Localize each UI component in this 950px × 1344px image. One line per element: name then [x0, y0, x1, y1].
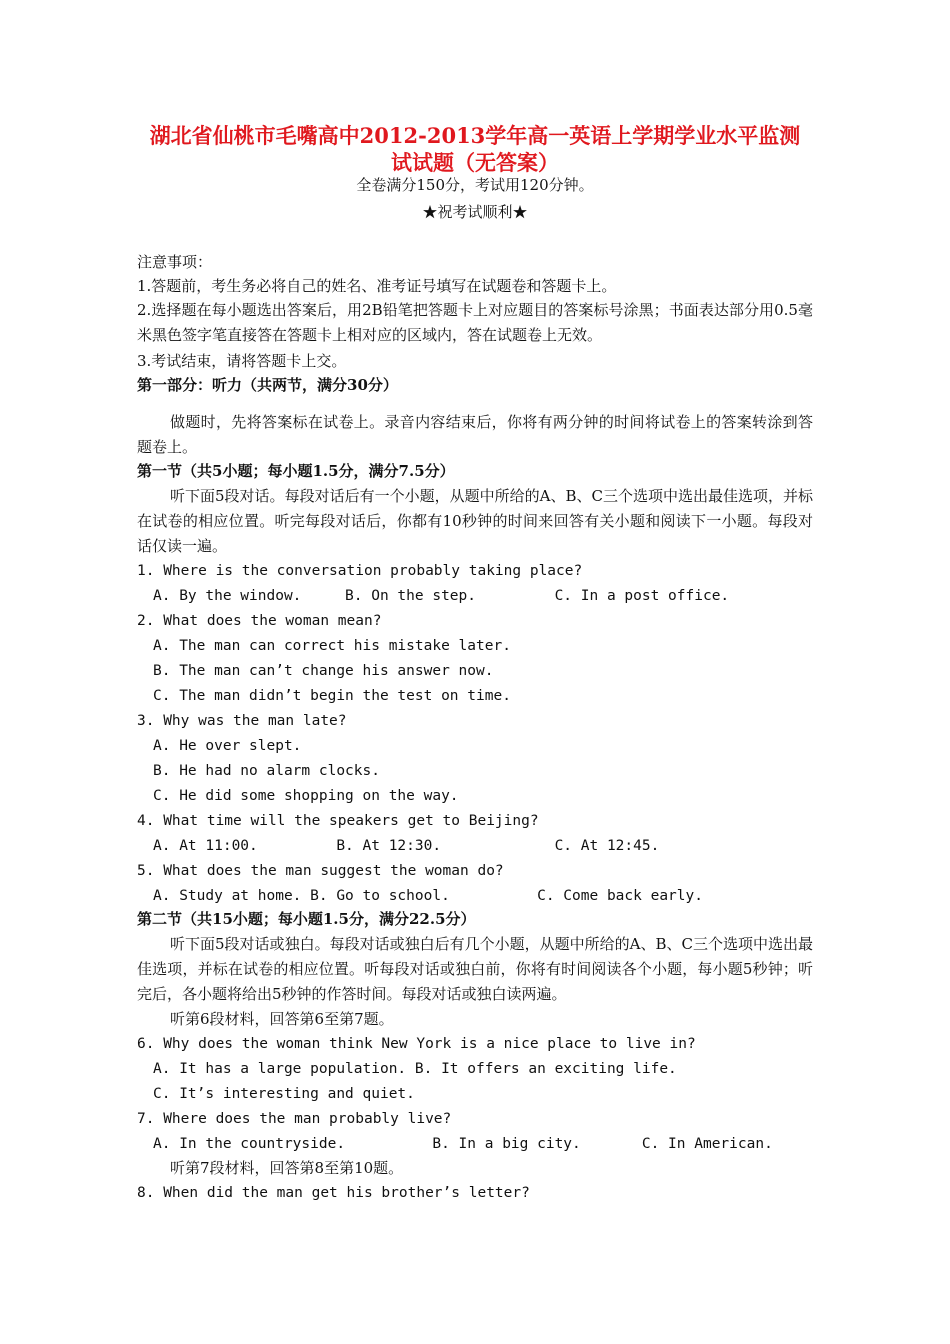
question-2-option-b: B. The man can’t change his answer now.: [153, 663, 494, 679]
question-4-options: A. At 11:00. B. At 12:30. C. At 12:45.: [153, 838, 660, 854]
note-item-2: 2.选择题在每小题选出答案后，用2B铅笔把答题卡上对应题目的答案标号涂黑；书面表达部分用0.5毫米黑色签字笔直接答在答题卡上相对应的区域内，答在试题卷上无效。: [137, 301, 813, 344]
section1-heading: 第一节（共5小题；每小题1.5分，满分7.5分）: [137, 462, 455, 480]
question-5: 5. What does the man suggest the woman do?: [137, 863, 504, 879]
note-item-3: 3.考试结束，请将答题卡上交。: [137, 352, 347, 370]
question-3: 3. Why was the man late?: [137, 713, 347, 729]
notes-heading: 注意事项：: [137, 253, 213, 271]
question-7: 7. Where does the man probably live?: [137, 1111, 452, 1127]
question-6-options-ab: A. It has a large population. B. It offers an exciting life.: [153, 1061, 677, 1077]
exam-subtitle: 全卷满分150分，考试用120分钟。: [356, 176, 594, 194]
question-3-option-c: C. He did some shopping on the way.: [153, 788, 459, 804]
question-4: 4. What time will the speakers get to Beijing?: [137, 813, 539, 829]
question-3-option-b: B. He had no alarm clocks.: [153, 763, 380, 779]
question-5-options: A. Study at home. B. Go to school. C. Come back early.: [153, 888, 703, 904]
question-7-options: A. In the countryside. B. In a big city. C. In American.: [153, 1136, 773, 1152]
question-6-option-c: C. It’s interesting and quiet.: [153, 1086, 415, 1102]
note-item-1: 1.答题前，考生务必将自己的姓名、准考证号填写在试题卷和答题卡上。: [137, 277, 617, 295]
section2-instructions: 听下面5段对话或独白。每段对话或独白后有几个小题，从题中所给的A、B、C三个选项中选出最佳选项，并标在试卷的相应位置。听每段对话或独白前，你将有时间阅读各个小题，每小题5秒钟；听完后，各小题将给出5秒钟的作答时间。每段对话或独白读两遍。: [137, 935, 813, 1003]
question-1: 1. Where is the conversation probably taking place?: [137, 563, 583, 579]
question-3-option-a: A. He over slept.: [153, 738, 302, 754]
part1-heading: 第一部分：听力（共两节，满分30分）: [137, 376, 398, 394]
section1-instructions: 听下面5段对话。每段对话后有一个小题，从题中所给的A、B、C三个选项中选出最佳选项，并标在试卷的相应位置。听完每段对话后，你都有10秒钟的时间来回答有关小题和阅读下一小题。每段对话仅读一遍。: [137, 487, 813, 555]
question-8: 8. When did the man get his brother’s letter?: [137, 1185, 530, 1201]
material-6-note: 听第6段材料，回答第6至第7题。: [170, 1010, 394, 1028]
question-2-option-c: C. The man didn’t begin the test on time.: [153, 688, 511, 704]
exam-title-line2: 试试题（无答案）: [391, 150, 559, 175]
question-2-option-a: A. The man can correct his mistake later.: [153, 638, 511, 654]
section2-heading: 第二节（共15小题；每小题1.5分，满分22.5分）: [137, 910, 476, 928]
question-6: 6. Why does the woman think New York is a nice place to live in?: [137, 1036, 696, 1052]
question-1-options: A. By the window. B. On the step. C. In a post office.: [153, 588, 730, 604]
exam-title-line1: 湖北省仙桃市毛嘴高中2012-2013学年高一英语上学期学业水平监测: [149, 123, 801, 148]
question-2: 2. What does the woman mean?: [137, 613, 382, 629]
part1-intro: 做题时，先将答案标在试卷上。录音内容结束后，你将有两分钟的时间将试卷上的答案转涂到答题卷上。: [137, 413, 813, 456]
good-luck-line: ★祝考试顺利★: [422, 203, 528, 221]
material-7-note: 听第7段材料，回答第8至第10题。: [170, 1159, 404, 1177]
